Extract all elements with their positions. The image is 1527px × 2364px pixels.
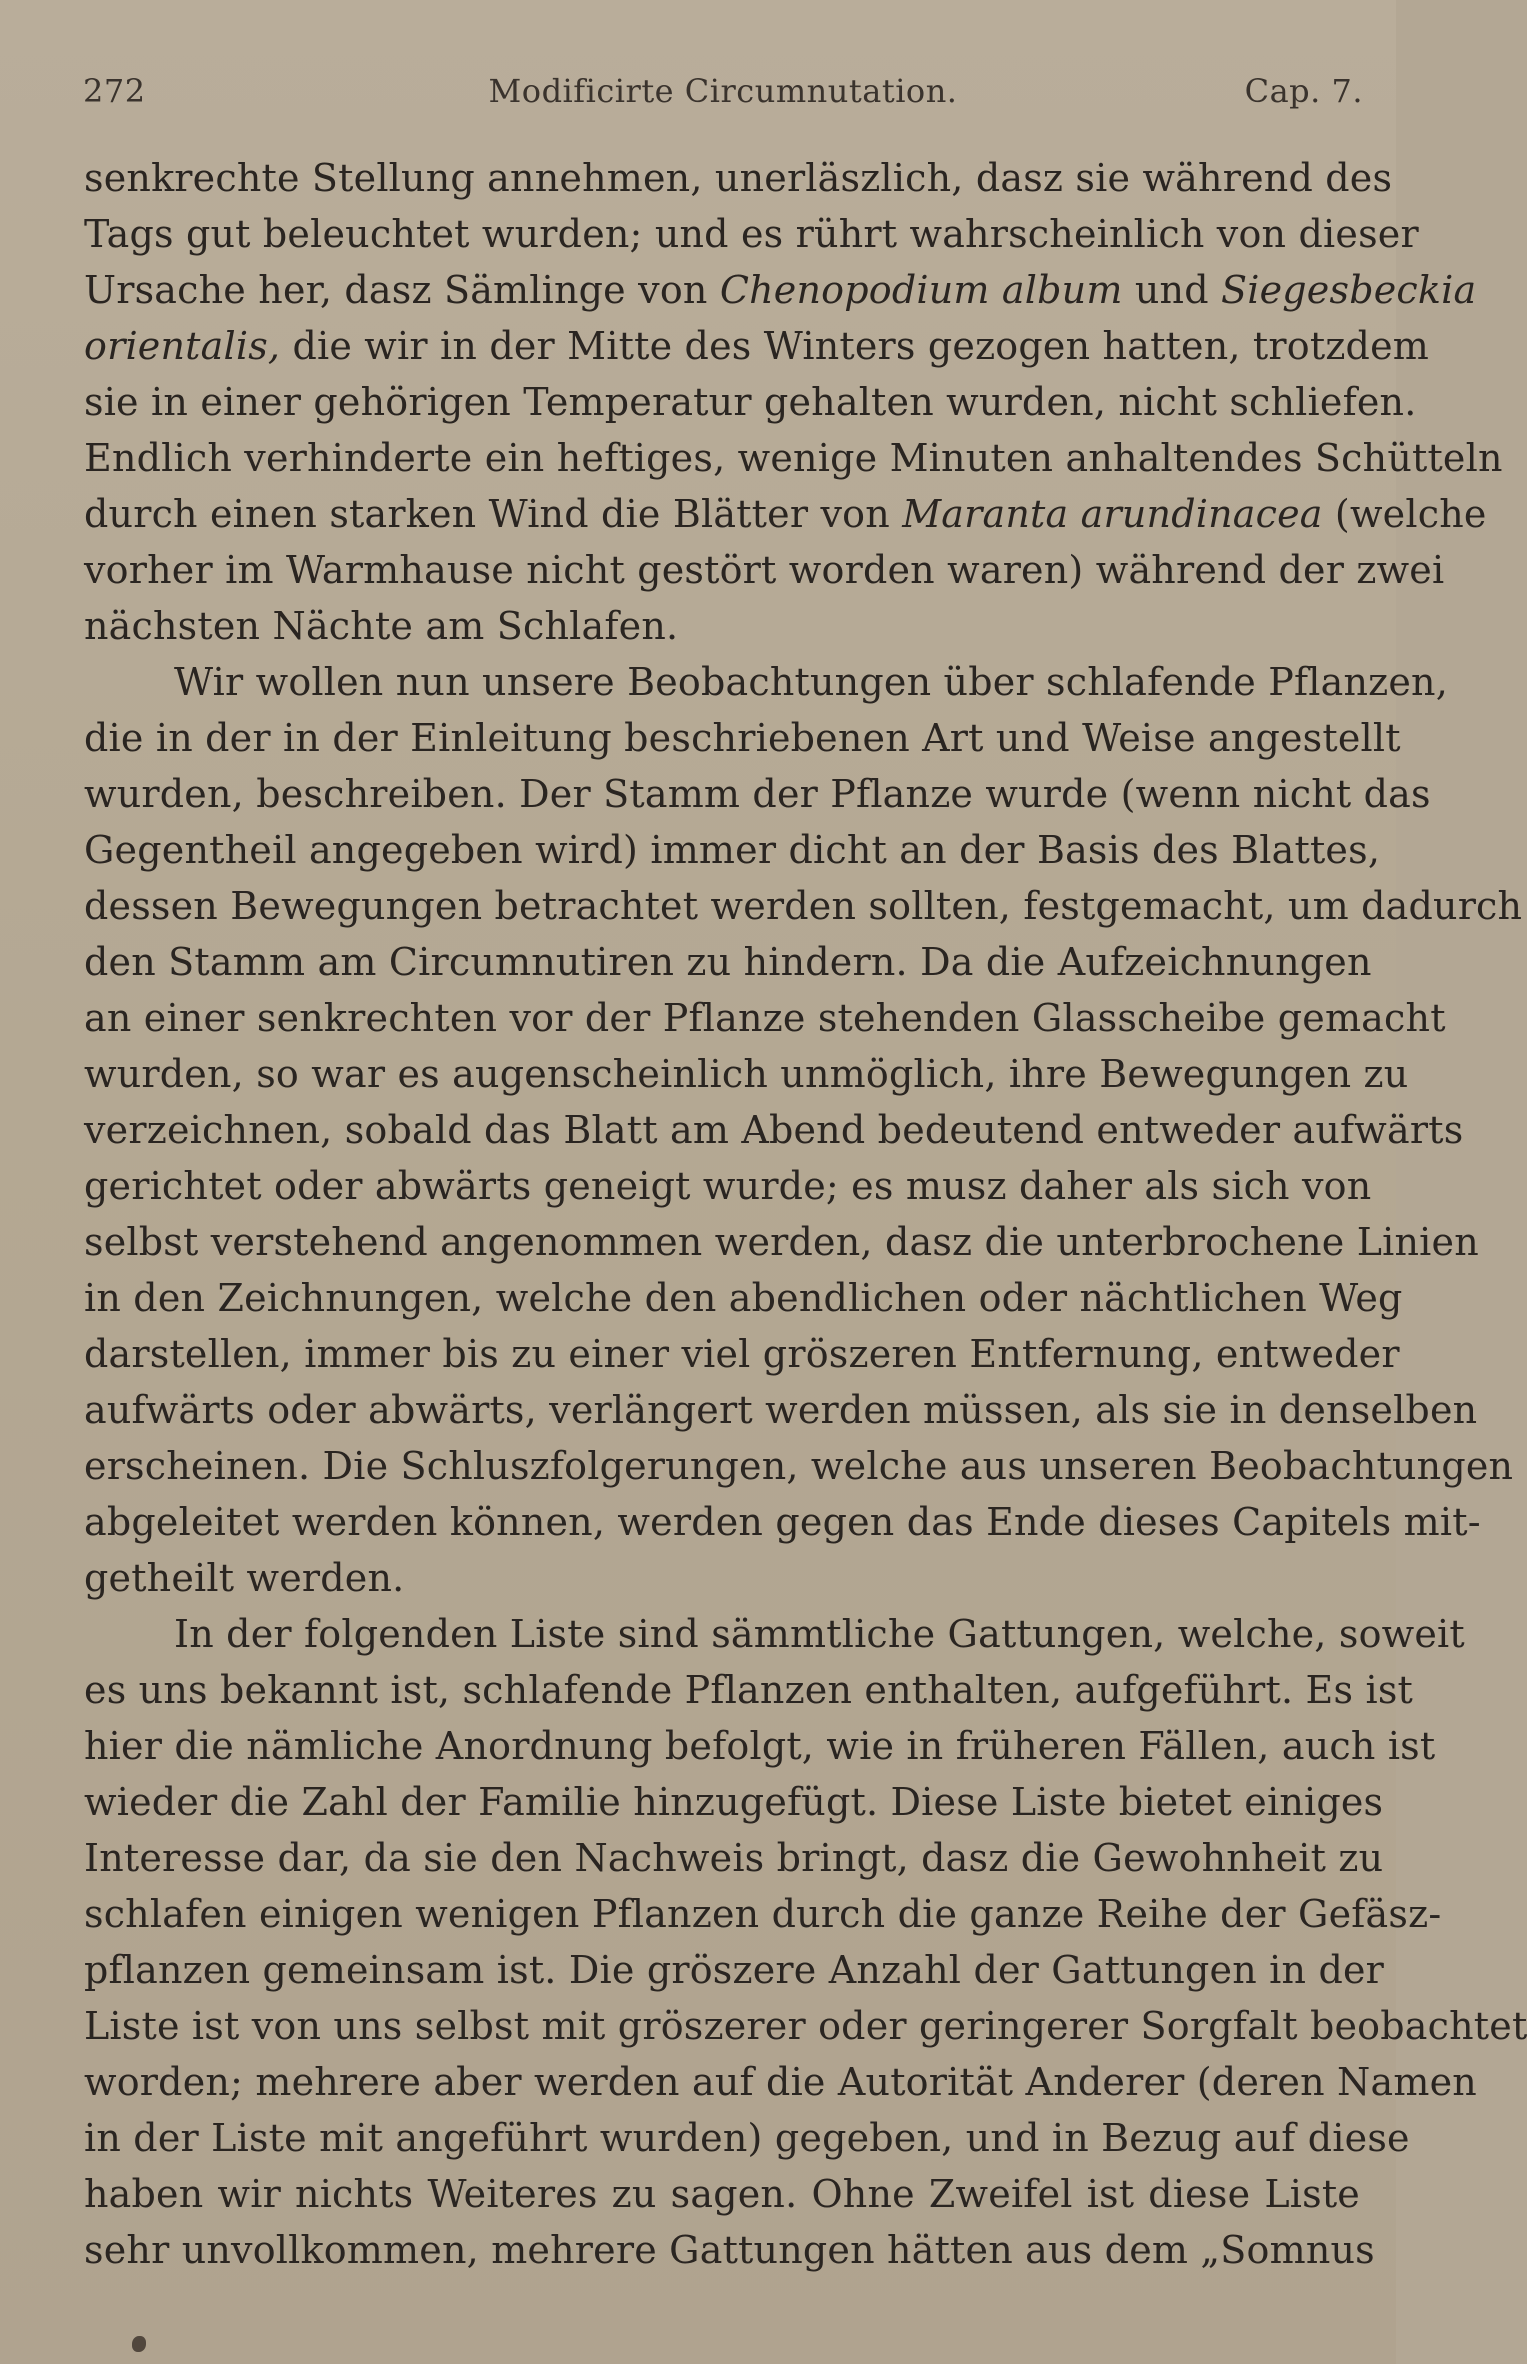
text-line: Tags gut beleuchtet wurden; und es rührt wahrscheinlich von dieser: [84, 212, 1419, 256]
text-line: vorher im Warmhause nicht gestört worden waren) während der zwei: [84, 548, 1445, 592]
text-line: in den Zeichnungen, welche den abendlichen oder nächtlichen Weg: [84, 1276, 1403, 1320]
text-line: abgeleitet werden können, werden gegen das Ende dieses Capitels mit-: [84, 1500, 1481, 1544]
chapter-reference: Cap. 7.: [1244, 72, 1363, 110]
text-line: pflanzen gemeinsam ist. Die gröszere Anzahl der Gattungen in der: [84, 1948, 1385, 1992]
text-line: Endlich verhinderte ein heftiges, wenige Minuten anhaltendes Schütteln: [84, 436, 1503, 480]
text-line: hier die nämliche Anordnung befolgt, wie in früheren Fällen, auch ist: [84, 1724, 1436, 1768]
text-line: in der Liste mit angeführt wurden) gegeben, und in Bezug auf diese: [84, 2116, 1410, 2160]
text-line: aufwärts oder abwärts, verlängert werden müssen, als sie in denselben: [84, 1388, 1478, 1432]
species-name: Siegesbeckia: [1221, 268, 1477, 312]
text-line: gerichtet oder abwärts geneigt wurde; es musz daher als sich von: [84, 1164, 1372, 1208]
text-line: die in der in der Einleitung beschriebenen Art und Weise angestellt: [84, 716, 1401, 760]
text-line: nächsten Nächte am Schlafen.: [84, 604, 679, 648]
text-line: haben wir nichts Weiteres zu sagen. Ohne Zweifel ist diese Liste: [84, 2172, 1360, 2216]
text-line: senkrechte Stellung annehmen, unerläszlich, dasz sie während des: [84, 156, 1393, 200]
text-line: selbst verstehend angenommen werden, dasz die unterbrochene Linien: [84, 1220, 1479, 1264]
text-line: wurden, beschreiben. Der Stamm der Pflanze wurde (wenn nicht das: [84, 772, 1431, 816]
text-line: wurden, so war es augenscheinlich unmöglich, ihre Bewegungen zu: [84, 1052, 1409, 1096]
text-line: wieder die Zahl der Familie hinzugefügt. Diese Liste bietet einiges: [84, 1780, 1384, 1824]
text-line: worden; mehrere aber werden auf die Autorität Anderer (deren Namen: [84, 2060, 1477, 2104]
text-line: es uns bekannt ist, schlafende Pflanzen enthalten, aufgeführt. Es ist: [84, 1668, 1413, 1712]
text-line: Liste ist von uns selbst mit gröszerer oder geringerer Sorgfalt beobachtet: [84, 2004, 1527, 2048]
text-line: getheilt werden.: [84, 1556, 405, 1600]
text-line: In der folgenden Liste sind sämmtliche Gattungen, welche, soweit: [174, 1612, 1465, 1656]
species-name: Maranta arundinacea: [902, 492, 1323, 536]
text-line: sehr unvollkommen, mehrere Gattungen hätten aus dem „Somnus: [84, 2228, 1375, 2272]
species-name: orientalis,: [84, 324, 281, 368]
text-line: Gegentheil angegeben wird) immer dicht an der Basis des Blattes,: [84, 828, 1381, 872]
text-line: dessen Bewegungen betrachtet werden sollten, festgemacht, um dadurch: [84, 884, 1523, 928]
body-text: [84, 150, 1527, 2278]
page-number: 272: [83, 72, 146, 110]
species-name: Chenopodium album: [719, 268, 1123, 312]
text-line: Wir wollen nun unsere Beobachtungen über schlafende Pflanzen,: [174, 660, 1449, 704]
text-line: verzeichnen, sobald das Blatt am Abend bedeutend entweder aufwärts: [84, 1108, 1464, 1152]
ink-speck: [132, 2336, 146, 2352]
text-line: darstellen, immer bis zu einer viel gröszeren Entfernung, entweder: [84, 1332, 1400, 1376]
text-line: orientalis, die wir in der Mitte des Winters gezogen hatten, trotzdem: [84, 324, 1429, 368]
text-line: den Stamm am Circumnutiren zu hindern. Da die Aufzeichnungen: [84, 940, 1372, 984]
running-title: Modificirte Circumnutation.: [488, 72, 958, 110]
text-line: erscheinen. Die Schluszfolgerungen, welche aus unseren Beobachtungen: [84, 1444, 1514, 1488]
text-line: sie in einer gehörigen Temperatur gehalten wurden, nicht schliefen.: [84, 380, 1417, 424]
text-line: Ursache her, dasz Sämlinge von Chenopodium album und Siegesbeckia: [84, 268, 1477, 312]
text-line: an einer senkrechten vor der Pflanze stehenden Glasscheibe gemacht: [84, 996, 1446, 1040]
page-header: [83, 66, 1363, 116]
text-line: durch einen starken Wind die Blätter von Maranta arundinacea (welche: [84, 492, 1487, 536]
text-line: Interesse dar, da sie den Nachweis bringt, dasz die Gewohnheit zu: [84, 1836, 1384, 1880]
text-line: schlafen einigen wenigen Pflanzen durch die ganze Reihe der Gefäsz-: [84, 1892, 1442, 1936]
